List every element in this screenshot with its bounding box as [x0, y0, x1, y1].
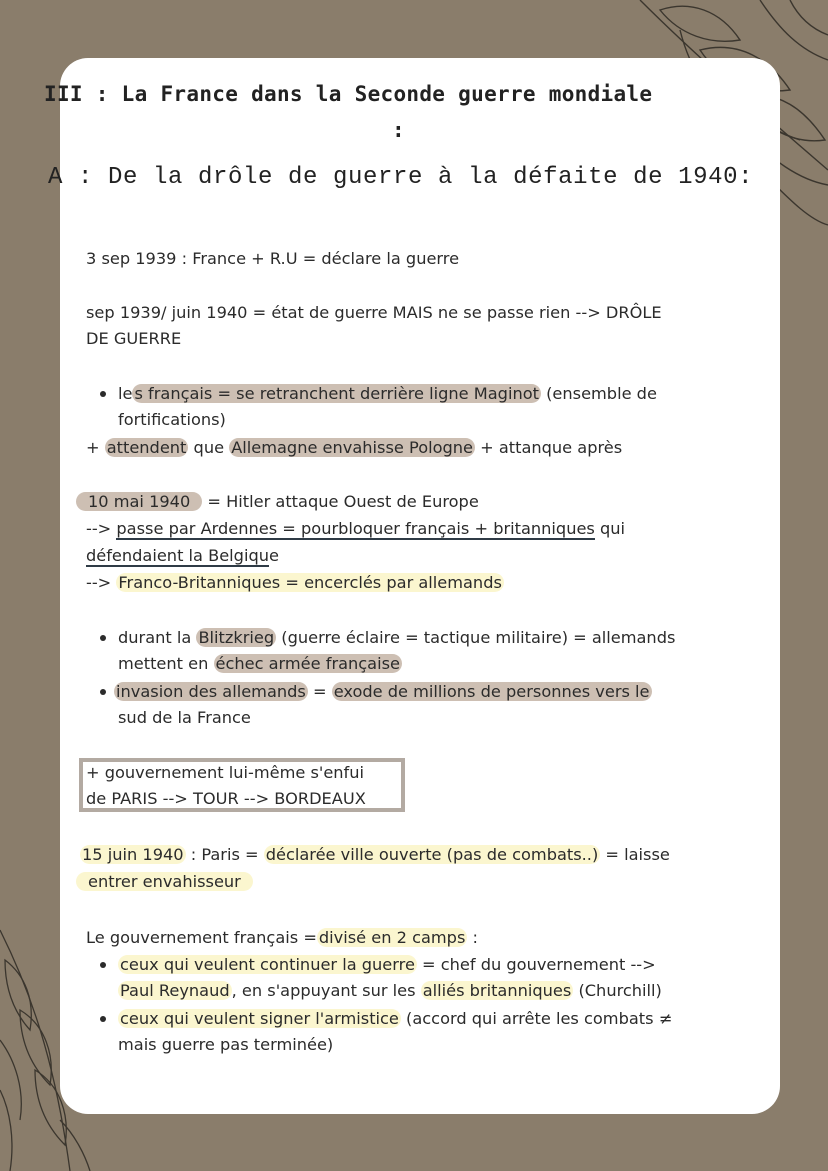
bullet-icon — [100, 1016, 106, 1022]
note-line: entrer envahisseur — [76, 871, 253, 893]
note-line: 10 mai 1940 = Hitler attaque Ouest de Europe — [76, 491, 479, 513]
note-line: sud de la France — [118, 708, 251, 727]
note-line: invasion des allemands = exode de millions de personnes vers le — [116, 682, 650, 701]
bullet-icon — [100, 635, 106, 641]
note-line: DE GUERRE — [86, 329, 182, 348]
note-line: Paul Reynaud , en s'appuyant sur les alliés britanniques (Churchill) — [120, 981, 662, 1000]
bullet-icon — [100, 391, 106, 397]
note-line: défendaient la Belgique — [86, 546, 279, 565]
note-line: ceux qui veulent signer l'armistice (accord qui arrête les combats ≠ — [120, 1009, 673, 1028]
bullet-icon — [100, 689, 106, 695]
note-line: le s français = se retranchent derrière ligne Maginot (ensemble de — [118, 384, 657, 403]
note-line: 15 juin 1940 : Paris = déclarée ville ouverte (pas de combats..) = laisse — [82, 845, 670, 864]
note-line: Le gouvernement français = divisé en 2 camps : — [86, 928, 478, 947]
note-line: fortifications) — [118, 410, 226, 429]
note-line: mettent en échec armée française — [118, 654, 400, 673]
note-line: + gouvernement lui-même s'enfui — [86, 763, 365, 782]
note-line: durant la Blitzkrieg (guerre éclaire = tactique militaire) = allemands — [118, 628, 676, 647]
note-line: mais guerre pas terminée) — [118, 1035, 334, 1054]
note-line: + attendent que Allemagne envahisse Pologne + attanque après — [86, 438, 623, 457]
page-title-colon: : — [392, 118, 405, 142]
note-line: 3 sep 1939 : France + R.U = déclare la guerre — [86, 249, 460, 268]
page-title: III : La France dans la Seconde guerre mondiale — [44, 82, 653, 106]
note-line: sep 1939/ juin 1940 = état de guerre MAIS ne se passe rien --> DRÔLE — [86, 303, 662, 322]
section-subtitle: A : De la drôle de guerre à la défaite de 1940: — [48, 164, 754, 191]
note-line: ceux qui veulent continuer la guerre = chef du gouvernement --> — [120, 955, 656, 974]
note-line: --> Franco-Britanniques = encerclés par allemands — [86, 573, 502, 592]
note-line: --> passe par Ardennes = pourbloquer français + britanniques qui — [86, 519, 626, 538]
bullet-icon — [100, 962, 106, 968]
note-line: de PARIS --> TOUR --> BORDEAUX — [86, 789, 366, 808]
